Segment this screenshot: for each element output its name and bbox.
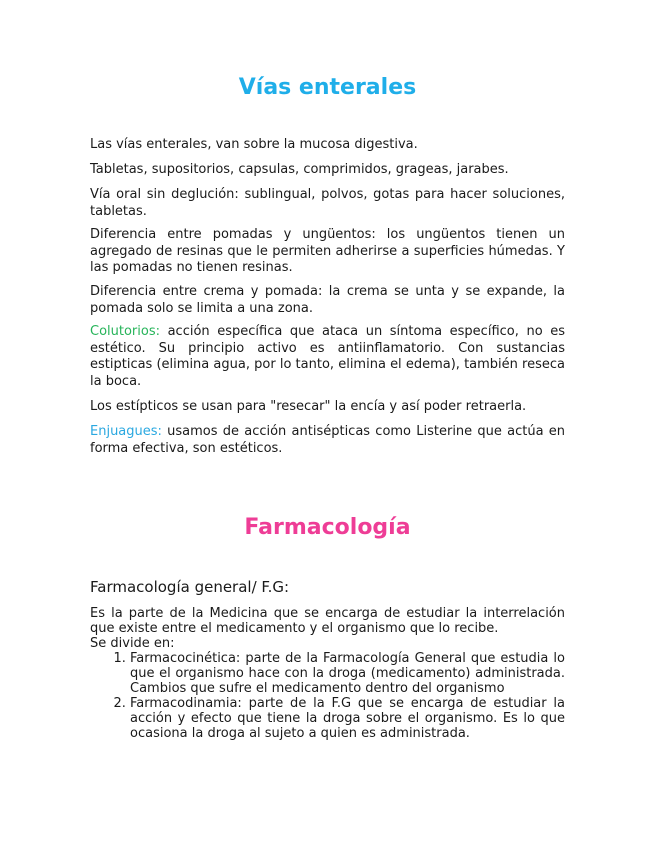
- colutorios-label: Colutorios:: [90, 324, 160, 339]
- paragraph: Las vías enterales, van sobre la mucosa digestiva.: [90, 137, 418, 152]
- enjuagues-label: Enjuagues:: [90, 424, 162, 439]
- list-item: 2. Farmacodinamia: parte de la F.G que se encarga de estudiar la acción y efecto que tiene la droga sobre el organismo. Es lo que ocasiona la droga al sujeto a quien es administrada.: [130, 696, 565, 741]
- paragraph: Tabletas, supositorios, capsulas, comprimidos, grageas, jarabes.: [90, 162, 509, 177]
- colutorios-text: acción específica que ataca un síntoma específico, no es estético. Su principio activo es antiinflamatorio. Con sustancias estipticas (elimina agua, por lo tanto, elimina el edema), también reseca la boca.: [90, 324, 565, 389]
- paragraph: Diferencia entre pomadas y ungüentos: los ungüentos tienen un agregado de resinas que le permiten adherirse a superficies húmedas. Y las pomadas no tienen resinas.: [90, 227, 565, 275]
- subdivision-list: [90, 651, 565, 741]
- paragraph-colutorios: [90, 324, 565, 390]
- subtitle-farmacologia-general: Farmacología general/ F.G:: [90, 578, 290, 596]
- paragraph: Vía oral sin deglución: sublingual, polvos, gotas para hacer soluciones, tabletas.: [90, 187, 565, 219]
- section-title-vias-enterales: Vías enterales: [238, 75, 417, 100]
- paragraph: Los estípticos se usan para "resecar" la encía y así poder retraerla.: [90, 399, 527, 414]
- paragraph: Diferencia entre crema y pomada: la crema se unta y se expande, la pomada solo se limita a una zona.: [90, 284, 565, 316]
- paragraph-enjuagues: [90, 424, 565, 457]
- section-title-farmacologia: Farmacología: [244, 515, 411, 540]
- list-item: 1. Farmacocinética: parte de la Farmacología General que estudia lo que el organismo hace con la droga (medicamento) administrada. Cambios que sufre el medicamento dentro del organismo: [130, 651, 565, 696]
- paragraph: Es la parte de la Medicina que se encarga de estudiar la interrelación que existe entre el medicamento y el organismo que lo recibe.: [90, 606, 565, 636]
- enjuagues-text: usamos de acción antisépticas como Listerine que actúa en forma efectiva, son estéticos.: [90, 424, 565, 456]
- paragraph: Se divide en:: [90, 636, 175, 651]
